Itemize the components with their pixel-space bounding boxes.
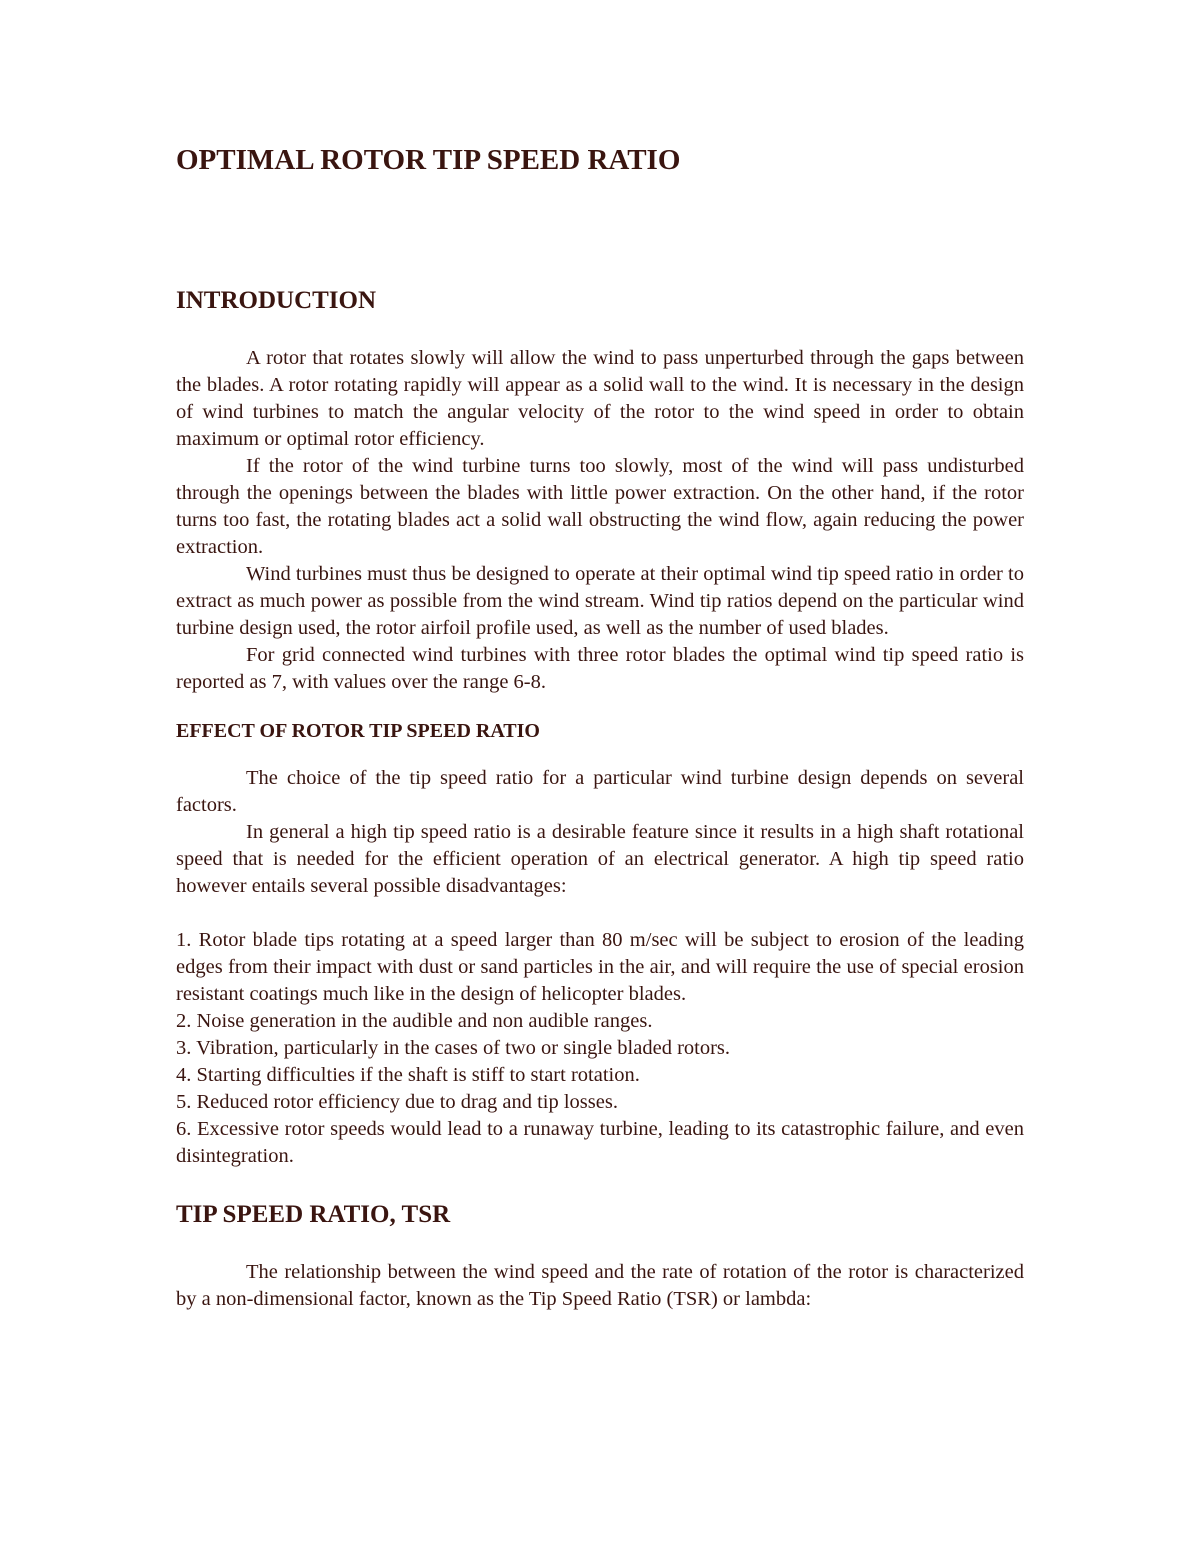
document-title: OPTIMAL ROTOR TIP SPEED RATIO — [176, 144, 681, 176]
introduction-paragraph: A rotor that rotates slowly will allow the wind to pass unperturbed through the gaps between the blades. A rotor rotating rapidly will appear as a solid wall to the wind. It is necessary in the design of wind turbines to match the angular velocity of the rotor to the wind speed in order to obtain maximum or optimal rotor efficiency. — [176, 347, 1024, 450]
tsr-heading: TIP SPEED RATIO, TSR — [176, 1201, 451, 1228]
effect-paragraph: The choice of the tip speed ratio for a particular wind turbine design depends on several factors. — [176, 767, 1024, 816]
document-body — [176, 140, 1024, 1313]
effect-heading: EFFECT OF ROTOR TIP SPEED RATIO — [176, 720, 540, 742]
introduction-paragraph: Wind turbines must thus be designed to operate at their optimal wind tip speed ratio in order to extract as much power as possible from the wind stream. Wind tip ratios depend on the particular wind turbine design used, the rotor airfoil profile used, as well as the number of used blades. — [176, 563, 1024, 639]
list-item: 3. Vibration, particularly in the cases of two or single bladed rotors. — [176, 1037, 731, 1059]
introduction-paragraph: If the rotor of the wind turbine turns too slowly, most of the wind will pass undisturbed through the openings between the blades with little power extraction. On the other hand, if the rotor turns too fast, the rotating blades act a solid wall obstructing the wind flow, again reducing the power extraction. — [176, 455, 1024, 558]
tsr-paragraph: The relationship between the wind speed and the rate of rotation of the rotor is characterized by a non-dimensional factor, known as the Tip Speed Ratio (TSR) or lambda: — [176, 1261, 1024, 1310]
list-item: 2. Noise generation in the audible and non audible ranges. — [176, 1010, 653, 1032]
effect-paragraph: In general a high tip speed ratio is a desirable feature since it results in a high shaft rotational speed that is needed for the efficient operation of an electrical generator. A high tip speed ratio however entails several possible disadvantages: — [176, 821, 1024, 897]
disadvantages-list — [176, 927, 1024, 1170]
introduction-paragraph: For grid connected wind turbines with three rotor blades the optimal wind tip speed ratio is reported as 7, with values over the range 6-8. — [176, 644, 1024, 693]
list-item: 1. Rotor blade tips rotating at a speed larger than 80 m/sec will be subject to erosion of the leading edges from their impact with dust or sand particles in the air, and will require the use of special erosion resistant coatings much like in the design of helicopter blades. — [176, 929, 1024, 1005]
list-item: 4. Starting difficulties if the shaft is stiff to start rotation. — [176, 1064, 640, 1086]
introduction-heading: INTRODUCTION — [176, 287, 377, 314]
list-item: 6. Excessive rotor speeds would lead to a runaway turbine, leading to its catastrophic failure, and even disintegration. — [176, 1118, 1024, 1167]
list-item: 5. Reduced rotor efficiency due to drag and tip losses. — [176, 1091, 618, 1113]
